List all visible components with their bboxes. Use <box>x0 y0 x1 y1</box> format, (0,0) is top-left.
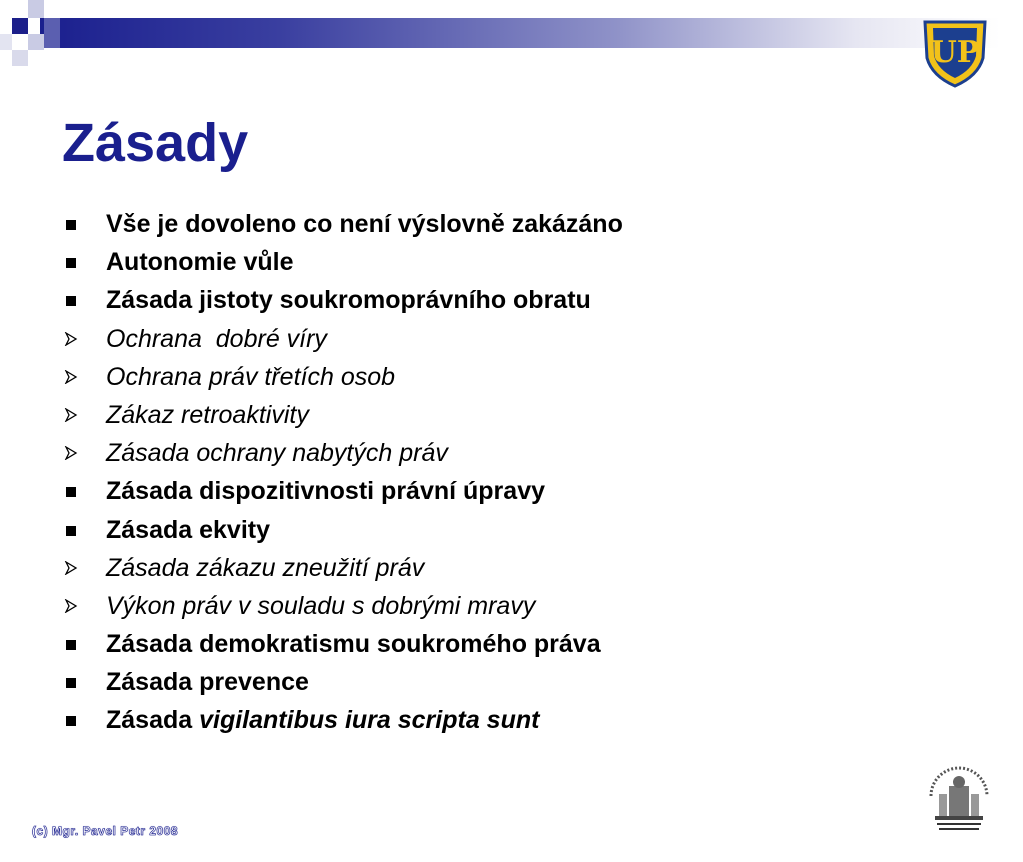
list-item <box>62 701 962 739</box>
logo-letters: UP <box>930 35 980 70</box>
arrow-bullet-icon <box>64 446 78 460</box>
bullet-text: Zásada dispozitivnosti právní úpravy <box>106 477 546 506</box>
list-item <box>62 243 962 281</box>
header-square-decoration <box>0 34 12 50</box>
bullet-text: Zásada ochrany nabytých práv <box>106 439 448 468</box>
bullet-text: Zásada demokratismu soukromého práva <box>106 630 601 659</box>
university-logo <box>922 18 988 88</box>
square-bullet-icon <box>66 716 76 726</box>
bullet-text: Zákaz retroaktivity <box>106 400 309 429</box>
list-item <box>62 663 962 701</box>
square-bullet-icon <box>66 296 76 306</box>
bullet-text: Výkon práv v souladu s dobrými mravy <box>106 591 536 620</box>
arrow-bullet-icon <box>64 599 78 613</box>
square-bullet-icon <box>66 678 76 688</box>
list-item <box>62 587 962 625</box>
list-item <box>62 511 962 549</box>
bullet-list <box>62 205 962 740</box>
header-square-decoration <box>44 18 60 48</box>
arrow-bullet-icon <box>64 370 78 384</box>
bullet-text: Zásada ekvity <box>106 515 270 544</box>
list-item <box>62 472 962 510</box>
bullet-text: Autonomie vůle <box>106 248 294 277</box>
copyright-footer: (c) Mgr. Pavel Petr 2008 <box>32 824 179 838</box>
header-gradient-bar <box>40 18 1000 48</box>
bullet-text: Zásada zákazu zneužití práv <box>106 553 425 582</box>
list-item <box>62 281 962 319</box>
bullet-italic-text: vigilantibus iura scripta sunt <box>199 706 540 735</box>
arrow-bullet-icon <box>64 332 78 346</box>
list-item <box>62 205 962 243</box>
bullet-text: Vše je dovoleno co není výslovně zakázáno <box>106 210 623 238</box>
bullet-text: Zásada prevence <box>106 668 309 697</box>
arrow-bullet-icon <box>64 561 78 575</box>
bullet-text: Ochrana dobré víry <box>106 324 327 353</box>
page-title: Zásady <box>62 113 249 173</box>
bullet-text: Ochrana práv třetích osob <box>106 362 396 391</box>
list-item <box>62 549 962 587</box>
header-square-decoration <box>28 34 44 50</box>
header-square-decoration <box>12 50 28 66</box>
list-item <box>62 320 962 358</box>
square-bullet-icon <box>66 220 76 230</box>
list-item <box>62 434 962 472</box>
header-square-decoration <box>12 18 28 34</box>
square-bullet-icon <box>66 487 76 497</box>
bullet-text: Zásada jistoty soukromoprávního obratu <box>106 286 591 315</box>
square-bullet-icon <box>66 526 76 536</box>
header-square-decoration <box>28 0 44 18</box>
square-bullet-icon <box>66 640 76 650</box>
square-bullet-icon <box>66 258 76 268</box>
list-item <box>62 396 962 434</box>
list-item <box>62 358 962 396</box>
bullet-text: Zásada <box>106 706 200 735</box>
arrow-bullet-icon <box>64 408 78 422</box>
list-item <box>62 625 962 663</box>
university-seal-icon <box>925 766 993 834</box>
